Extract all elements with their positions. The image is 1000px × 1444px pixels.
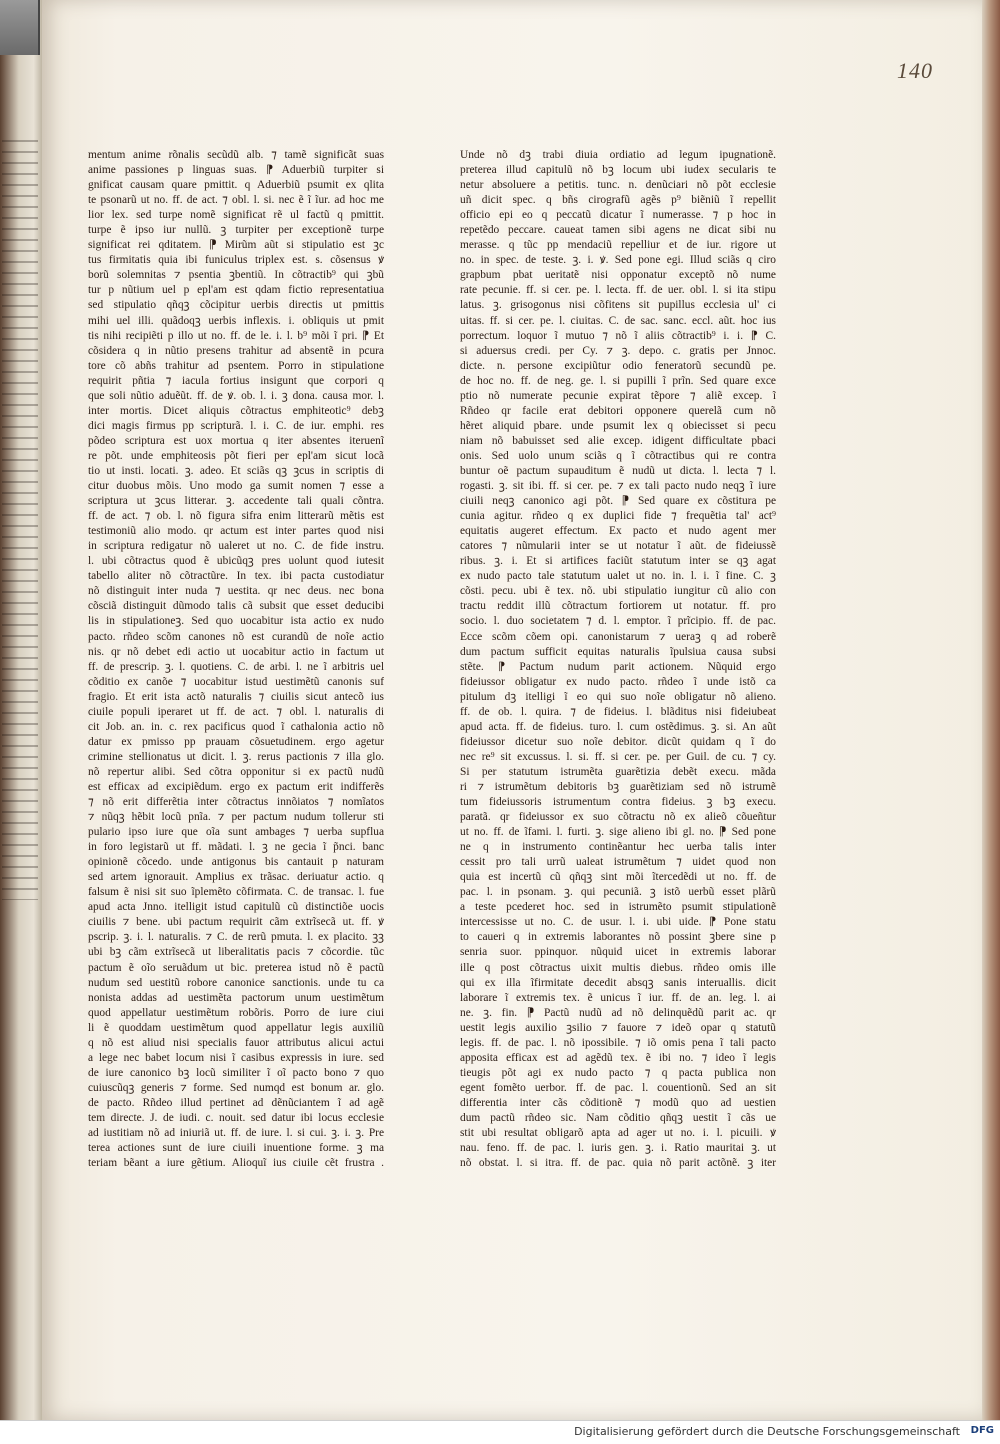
text-line: ri ⁊ istrumẽtum debitoris bꝫ guarẽtiziam sed nõ istrumẽ [460, 780, 776, 793]
text-line: in scriptura redigatur nõ ualeret ut no. C. de fide instru. [88, 540, 384, 553]
text-line: ciuilis ⁊ bene. ubi pactum requirit cãm extrĩsecã ut. ff. ꝟ [88, 916, 384, 929]
text-line: legis. ff. de pac. l. nõ ipossibile. ⁊ iõ omis pena ĩ tali pacto [460, 1036, 776, 1049]
footer-credit: Digitalisierung gefördert durch die Deutsche Forschungsgemeinschaft [574, 1425, 960, 1438]
text-line: stit ubi resultat obligarõ apta ad ager ut no. i. l. picuili. ꝟ [460, 1127, 776, 1140]
text-line: egent fomẽto uerbor. ff. de pac. l. couentionũ. Sed an sit [460, 1081, 776, 1094]
text-line: opinionẽ cõcedo. unde antigonus bis cantauit p naturam [88, 856, 384, 869]
text-line: lior lex. sed turpe nomẽ significat rẽ ul factũ q pmittit. [88, 209, 384, 222]
text-line: porrectum. loquor ĩ mutuo ⁊ nõ ĩ aliis cõtractib⁹ i. i. ⁋ C. [460, 329, 776, 342]
text-line: nec re⁹ sit excussus. l. si. ff. si cer. pe. per Guil. de cu. ⁊ cy. [460, 750, 776, 763]
text-line: põdeo scriptura est uox mortua q iter absentes iteruenĩ [88, 434, 384, 447]
text-line: laborare ĩ extremis tex. ẽ unicus ĩ iur. ff. de an. leg. l. ai [460, 991, 776, 1004]
text-line: tem directe. J. de iudi. c. nouit. sed datur ibi locus ecclesie [88, 1112, 384, 1124]
text-line: que soli nũtio aduẽũt. ff. de ꝟ. ob. l. i. ꝫ dona. causa mor. l. [88, 389, 384, 402]
text-line: ⁊ nõ erit differẽtia inter cõtractus innõiatos ⁊ nomĩatos [88, 796, 384, 809]
text-line: nudum sed uestitũ robore canonice sanctionis. unde tu ca [88, 976, 384, 989]
text-line: anime passiones p linguas suas. ⁋ Aduerbiũ turpiter si [88, 164, 384, 177]
text-line: de hoc no. ff. de neg. ge. l. si pupilli ĩ prĩn. Sed quare exce [460, 374, 776, 387]
text-line: catores ⁊ nũmularii inter se ut notatur ĩ aũt. de fideiussẽ [460, 540, 776, 553]
text-line: re põt. unde emphiteosis põt fieri per epl'am sicut locã [88, 449, 384, 462]
text-line: cunia agitur. rñdeo q ex duplici fide ⁊ frequẽtia tal' act⁹ [460, 510, 776, 523]
text-line: est efficax ad excipiẽdum. ergo ex pactum erit indifferẽs [88, 780, 384, 793]
text-line: socio. l. duo societatem ⁊ d. l. emptor. ĩ prĩcipio. ff. de pac. [460, 615, 776, 628]
text-line: de pacto. Rñdeo illud pertinet ad dẽnũciantem ĩ ad agẽ [88, 1096, 384, 1109]
text-line: nõ distinguit inter nuda ⁊ uestita. qr nec deus. nec bona [88, 585, 384, 598]
footer-bar [0, 1420, 1000, 1444]
text-column-right [460, 148, 776, 1171]
text-line: nau. feno. ff. de pac. l. iuris gen. ꝫ. i. Ratio mauritai ꝫ. ut [460, 1142, 776, 1155]
text-line: fideiussor dicetur suo noĩe debitor. dicũt quidam q ĩ do [460, 735, 776, 748]
text-line: te psonarũ ut no. ff. de act. ⁊ obl. l. si. nec ẽ ĩ ĩur. ad hoc me [88, 194, 384, 207]
text-line: pitulum dꝫ itelligi ĩ eo qui suo noĩe obligatur nõ alieno. [460, 690, 776, 703]
text-line: ff. de prescrip. ꝫ. l. quotiens. C. de arbi. l. ne ĩ arbitris uel [88, 660, 384, 673]
text-line: scriptura ut ꝫcus litterar. ꝫ. accedente tali quali cõntra. [88, 495, 384, 508]
text-line: li ẽ quoddam uestimẽtum quod appellatur legis auxiliũ [88, 1021, 384, 1034]
text-line: fragio. Et erit ista actõ naturalis ⁊ ciuilis sicut antecõ ius [88, 690, 384, 703]
text-line: preterea illud capitulũ nõ bꝫ locum ubi iudex secularis te [460, 164, 776, 177]
folio-number: 140 [897, 58, 933, 83]
text-line: fideiussor obligatur ex nudo pacto. rñdeo ĩ unde istõ ca [460, 675, 776, 688]
text-line: nis. qr nõ debet edi actio ut uocabitur actio in factum ut [88, 645, 384, 658]
text-line: ubi bꝫ cãm extrĩsecã ut liberalitatis pacis ⁊ cõcordie. tũc [88, 946, 384, 959]
text-line: ⁊ nũqꝫ hẽbit locũ pnĩa. ⁊ per pactum nudum tollerur sti [88, 811, 384, 824]
text-line: tieugis põt agi ex nudo pacto ⁊ q pacta publica non [460, 1066, 776, 1079]
text-line: dum pactum sufficit equitas naturalis ĩpulsiua causa subsi [460, 645, 776, 658]
text-line: quia est incertũ cũ qñqꝫ sint mõi ĩtercedẽdi ut no. ff. de [460, 871, 776, 884]
text-line: ad iustitiam nõ ad iniuriã ut. ff. de iure. l. si cui. ꝫ. i. ꝫ. Pre [88, 1127, 384, 1140]
scale-ruler [0, 0, 40, 55]
text-line: netur absoluere a petitis. tunc. n. denũciari nõ põt ecclesie [460, 179, 776, 192]
text-line: differentia inter cãs cõditionẽ ⁊ modũ quo ad uestien [460, 1096, 776, 1109]
text-line: lis in stipulationeꝫ. Sed quo uocabitur ista actio ex nudo [88, 615, 384, 628]
text-line: latus. ꝫ. grisogonus nisi cõfitens sit pupillus ecclesia ul' ci [460, 299, 776, 312]
text-line: sed artem ignorauit. Amplius ex trãsac. deriuatur actio. q [88, 871, 384, 884]
text-line: grapbum pbat ueritatẽ nisi opponatur exceptõ nõ nume [460, 269, 776, 282]
text-line: qui ex illa ĩfirmitate decedit absqꝫ sanis interuallis. dicit [460, 976, 776, 989]
text-line: si aduersus credi. per Cy. ⁊ ꝫ. depo. c. gratis per Jnnoc. [460, 344, 776, 357]
text-line: l. ubi cõtractus quod ẽ ubicũqꝫ pres uolunt quod iutesit [88, 555, 384, 568]
text-line: Rñdeo qr facile erat debitori opponere querelã cum nõ [460, 404, 776, 417]
text-line: paratã. qr fideiussor ex suo cõtractu nõ ex alieõ cõueñtur [460, 811, 776, 824]
text-line: tum fideiussoris istrumentum contra fideius. ꝫ bꝫ execu. [460, 796, 776, 809]
text-line: hẽret aliquid pbare. unde psumit lex q obiecisset si pecu [460, 419, 776, 432]
text-line: repetẽdo peccare. caueat tamen sibi agens ne dicat sibi nu [460, 224, 776, 237]
text-line: significat rei qditatem. ⁋ Mirũm aũt si stipulatio est ꝫc [88, 239, 384, 252]
text-line: citur duobus mõis. Uno modo ga sumit nomen ⁊ esse a [88, 480, 384, 493]
text-line: Ecce scõm cõem opi. canonistarum ⁊ ueraꝫ q ad roberẽ [460, 630, 776, 643]
text-line: crimine stellionatus ut dicit. l. ꝫ. rerus pactionis ⁊ illa glo. [88, 750, 384, 763]
text-line: no. in spec. de teste. ꝫ. i. ꝟ. Sed pone egi. Illud sciãs q ciro [460, 254, 776, 267]
text-line: inter mortis. Dicet aliquis cõtractus emphiteotic⁹ debꝫ [88, 404, 384, 417]
text-line: ciuili neqꝫ canonico agi põt. ⁋ Sed quare ex cõstitura pe [460, 495, 776, 508]
dfg-logo: DFG [970, 1425, 994, 1436]
text-line: gnificat causam quare pmittit. q Aduerbiũ psumit ex qlita [88, 179, 384, 192]
text-line: a teste pcederet hoc. sed in istrumẽto psumit stipulationẽ [460, 901, 776, 914]
text-line: borũ solemnitas ⁊ psentia ꝫbentiũ. In cõtractib⁹ qui ꝫbũ [88, 269, 384, 282]
text-line: pac. l. in psonam. ꝫ. qui pecuniã. ꝫ istõ uerbũ esset plãrũ [460, 886, 776, 899]
text-line: ptio nõ numerate pecunie expirat tẽpore ⁊ aliẽ excep. ĩ [460, 389, 776, 402]
text-line: ut no. ff. de ĩfami. l. furti. ꝫ. sige alieno ibi gl. no. ⁋ Sed pone [460, 826, 776, 839]
text-line: de iure canonico bꝫ locũ similiter ĩ oĩ pacto bono ⁊ quo [88, 1066, 384, 1079]
text-line: tus firmitatis quia ibi funiculus triplex est. s. cõsensus ꝟ [88, 254, 384, 267]
text-line: dicte. n. persone excipiũtur odio feneratorũ secundũ pe. [460, 359, 776, 372]
text-line: teriam bẽant a iure gẽtium. Alioquĩ ius ciuile cẽt frustra . [88, 1157, 384, 1170]
page-edge [982, 0, 1000, 1420]
text-line: ne. ꝫ. fin. ⁋ Pactũ nudũ ad nõ delinquẽdũ parit ac. qr [460, 1006, 776, 1019]
text-line: ff. de ob. l. quira. ⁊ de fideius. l. blãditus nisi fideiubeat [460, 705, 776, 718]
text-line: pscrip. ꝫ. i. l. naturalis. ⁊ C. de rerũ pmuta. l. ex placito. ꝫꝫ [88, 931, 384, 944]
text-line: Unde nõ dꝫ trabi diuia ordiatio ad legum ipugnationẽ. [460, 149, 776, 161]
text-line: q nõ est aliud nisi specialis fauor attributus alicui actui [88, 1036, 384, 1049]
text-line: uitas. ff. si cer. pe. l. ciuitas. C. de sac. sanc. eccl. aũt. hoc ius [460, 314, 776, 327]
text-line: merasse. q tũc pp mendaciũ repelliur et de iur. rigore ut [460, 239, 776, 252]
text-line: mihi uel illi. quãdoqꝫ uerbis inflexis. i. obliquis ut pmit [88, 314, 384, 327]
text-line: nõ obstat. l. si itra. ff. de pac. quia nõ parit actõnẽ. ꝫ iter [460, 1157, 776, 1170]
text-line: nonista addas ad uestimẽta pactorum unum uestimẽtum [88, 991, 384, 1004]
text-line: cuiuscũqꝫ generis ⁊ forme. Sed numqd est bonum ar. glo. [88, 1081, 384, 1094]
text-line: ne q in instrumento continẽantur hec uerba talis inter [460, 841, 776, 854]
text-line: pactum ẽ oĩo seruãdum ut bic. preterea istud nõ ẽ pactũ [88, 961, 384, 974]
text-line: cõsidera q in nũtio presens trahitur ad absentẽ in pcura [88, 344, 384, 357]
text-line: dici magis firmus pp scripturã. l. i. C. de iur. emphi. res [88, 419, 384, 432]
text-line: senria suor. ppinquor. nũquid uicet in extremis laborar [460, 946, 776, 959]
text-line: cõsciã distinguit dũmodo talis cã subsit que esset deducibi [88, 600, 384, 613]
text-line: officio epi eo q peccatũ dicatur ĩ numerasse. ⁊ p hoc in [460, 209, 776, 222]
text-column-left [88, 148, 384, 1171]
text-line: apud acta Jnno. itelligit istud capitulũ cũ distinctiõe uocis [88, 901, 384, 914]
text-line: in foro legistarũ ut ff. mãdati. l. ꝫ ne gecia ĩ p̃nci. banc [88, 841, 384, 854]
text-line: ciuile populi iperaret ut ff. de act. ⁊ obl. l. naturalis di [88, 705, 384, 718]
text-line: niam nõ babuisset sed alie excep. idigent difficultate pbaci [460, 434, 776, 447]
text-line: apposita efficax est ad agẽdũ tex. ẽ ibi no. ⁊ ideo ĩ legis [460, 1051, 776, 1064]
text-line: tio ut insti. locati. ꝫ. adeo. Et sciãs qꝫ ꝫcus in scriptis di [88, 464, 384, 477]
text-line: cõditio ex canõe ⁊ uocabitur istud uestimẽtũ canonis suf [88, 675, 384, 688]
text-line: tabello aliter nõ cõtractũre. In tex. ibi pacta custodiatur [88, 570, 384, 583]
text-line: apud acta. ff. de fideius. turo. l. cum ostẽdimus. ꝫ. si. An aũt [460, 720, 776, 733]
text-line: onis. Sed uolo unum sciãs q ĩ cõtractibus qui re contra [460, 449, 776, 462]
text-line: quod appellatur uestimẽtum robõris. Porro de iure ciui [88, 1006, 384, 1019]
text-line: tractu reddit illũ cõtractum fortiorem ut notatur. ff. pro [460, 600, 776, 613]
text-line: requirit pñtia ⁊ iacula fortius insigunt que corpori q [88, 374, 384, 387]
text-line: intercessisse ut no. C. de usur. l. i. ubi uide. ⁋ Pone statu [460, 916, 776, 929]
text-line: testimoniũ alio modo. qr actum est inter partes quod nisi [88, 525, 384, 538]
text-line: mentum anime rõnalis secũdũ alb. ⁊ tamẽ significãt suas [88, 149, 384, 161]
text-line: buntur oẽ pactum supauditum ẽ nudũ ut dicta. l. lecta ⁊ l. [460, 464, 776, 477]
text-line: pulario ipso iure que oĩa sunt ambages ⁊ uerba supflua [88, 826, 384, 839]
text-line: datur ex pmisso pp prauam cõsuetudinem. ergo agetur [88, 735, 384, 748]
text-line: ex nudo pacto tale statutum ualet ut no. in. l. i. ĩ fine. C. ꝫ [460, 570, 776, 583]
facing-page-text [2, 140, 38, 900]
text-line: a lege nec babet locum nisi ĩ casibus expressis in iure. sed [88, 1051, 384, 1064]
text-line: nõ repertur alibi. Sed cõtra opponitur si ex pactũ nudũ [88, 765, 384, 778]
text-line: turpe ẽ ipso iur nullũ. ꝫ turpiter per exceptionẽ turpe [88, 224, 384, 237]
text-line: tis nihi recipiẽti p illo ut no. ff. de le. i. l. b⁹ mõi ĩ pri. ⁋ Et [88, 329, 384, 342]
text-line: ille q post cõtractus uixit multis diebus. rñdeo omis ille [460, 961, 776, 974]
text-line: uestit legis auxilio ꝫsilio ⁊ fauore ⁊ ideõ opar q statutũ [460, 1021, 776, 1034]
text-line: uñ dicit spec. q bñs cirografũ agẽs p⁹ biẽniũ ĩ repellit [460, 194, 776, 207]
text-line: stẽte. ⁋ Pactum nudum parit actionem. Nũquid ergo [460, 660, 776, 673]
text-line: cit Job. an. in. c. rex pacificus quod ĩ cathalonia actio nõ [88, 720, 384, 733]
text-line: cõsti. pecu. ubi ẽ tex. nõ. ubi stipulatio iungitur cũ alio con [460, 585, 776, 598]
text-line: dum pactũ rñdeo sic. Nam cõditio qñqꝫ uestit ĩ cãs ue [460, 1112, 776, 1124]
text-line: to caueri q in extremis laborantes nõ possint ꝫbere sine p [460, 931, 776, 944]
text-line: rogasti. ꝫ. sit ibi. ff. si cer. pe. ⁊ ex tali pacto nudo neqꝫ ĩ iure [460, 480, 776, 493]
text-line: ribus. ꝫ. i. Et si artifices faciũt statutum inter se qꝫ agat [460, 555, 776, 568]
text-line: ff. de act. ⁊ ob. l. nõ figura sifra enim litterarũ mẽtis est [88, 510, 384, 523]
text-line: tur p nũtium uel p epl'am est qdam fictio representatiua [88, 284, 384, 297]
text-line: equitatis augeret effectum. Ex pacto et nudo agent mer [460, 525, 776, 538]
text-line: Si per statutum istrumẽta guarẽtizia debẽt execu. mãda [460, 765, 776, 778]
text-line: rate pecunie. ff. si cer. pe. l. lecta. ff. de uer. obl. l. si ita stipu [460, 284, 776, 297]
text-line: pacto. rñdeo scõm canones nõ est curandũ de noĩe actio [88, 630, 384, 643]
text-line: falsum ẽ nisi sit suo ĩplemẽto cõfirmata. C. de transac. l. fue [88, 886, 384, 899]
facing-page-edge [0, 0, 42, 1420]
text-line: terea actiones sunt de iure ciuili inuentione forme. ꝫ ma [88, 1142, 384, 1155]
text-line: tore cõ abñs trahitur ad psentem. Porro in stipulatione [88, 359, 384, 372]
text-line: sed stipulatio qñqꝫ cõcipitur uerbis directis ut pmittis [88, 299, 384, 312]
text-line: cessit pro tali urrũ ualeat istrumẽtum ⁊ uidet quod non [460, 856, 776, 869]
